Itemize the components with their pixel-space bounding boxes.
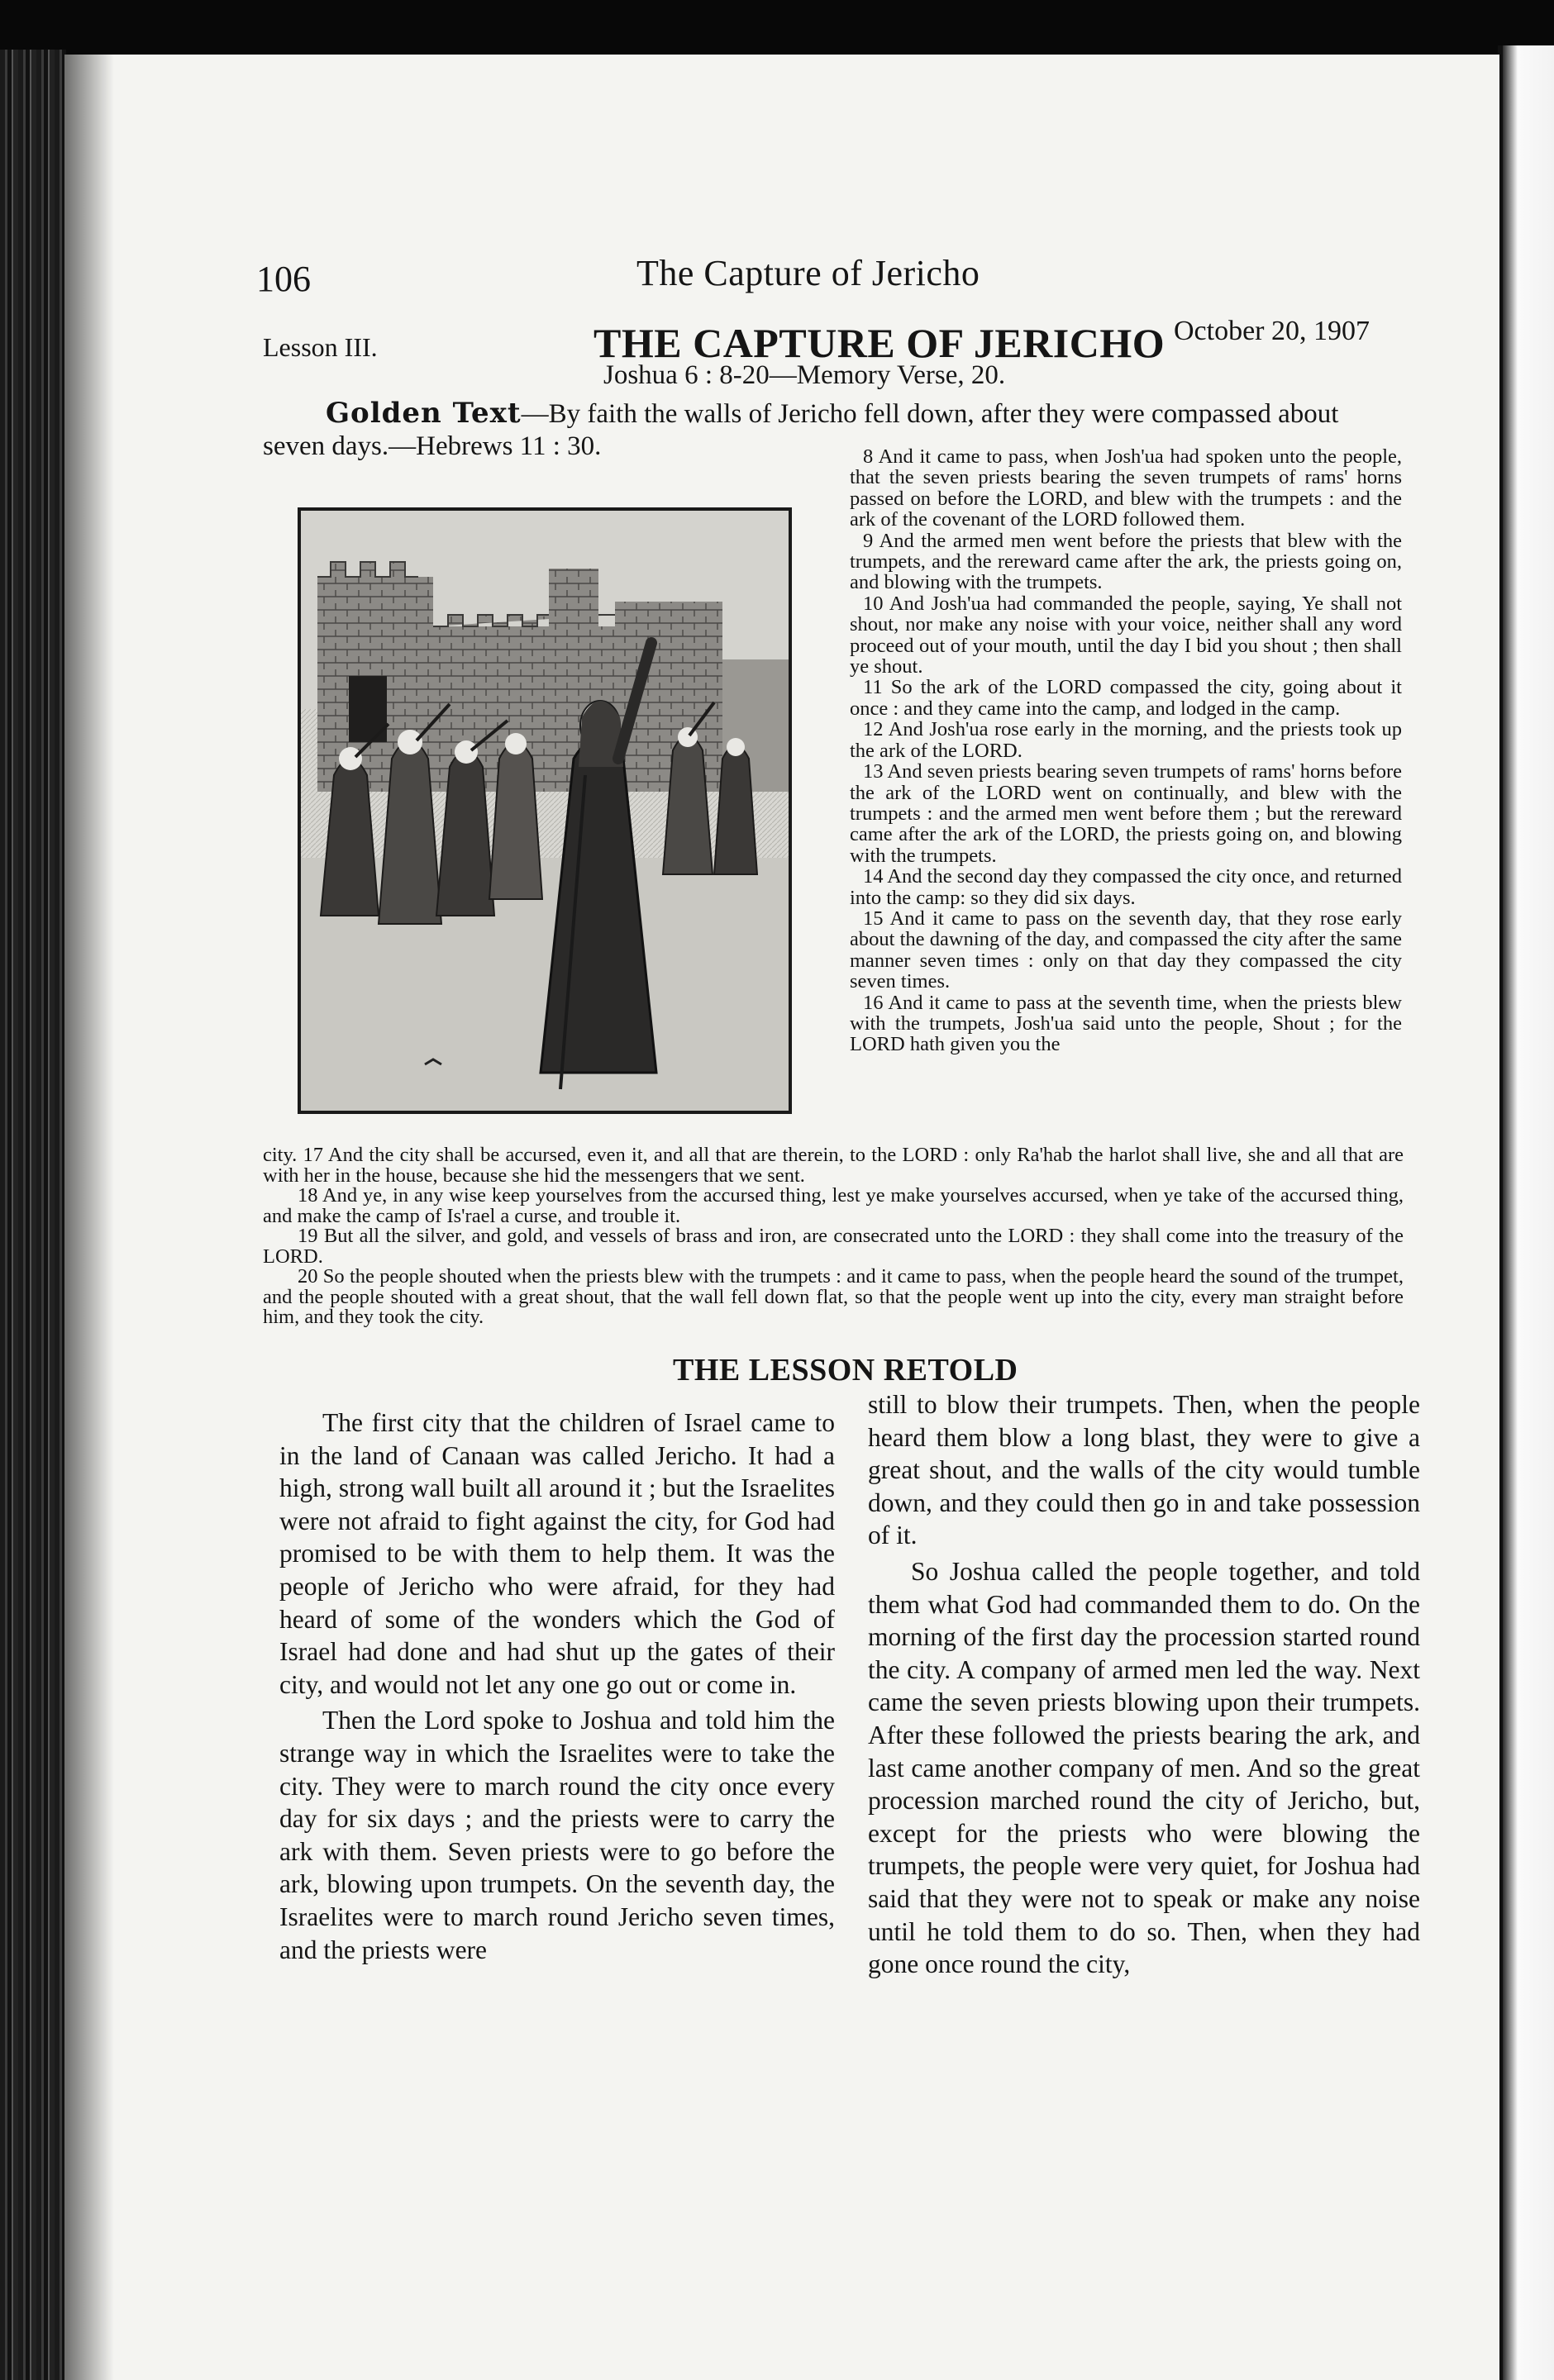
scan-frame-top [0,0,1554,58]
verse-11: 11 So the ark of the LORD compassed the city, going about it once : and they came into the camp, and lodged in the camp. [850,676,1402,720]
retold-paragraph: Then the Lord spoke to Joshua and told him the strange way in which the Israelites were to take the city. They were to march round the city once every day for six days ; and the priests were to carry the ark with them. Seven priests were to go before the ark, blowing upon trumpets. On the seventh day, the Israelites were to march round Jericho seven times, and the priests were [279,1706,835,1964]
lesson-date: October 20, 1907 [1174,316,1370,346]
next-page-edge [1503,45,1554,2380]
running-title: The Capture of Jericho [636,253,980,293]
retold-paragraph: still to blow their trumpets. Then, when the people heard them blow a long blast, they were to give a great shout, and the walls of the city would tumble down, and they could then go in and take possession of it. [868,1390,1420,1550]
illustration-joshua-at-jericho [298,507,792,1114]
engraving-image [301,511,789,1111]
lesson-title: THE CAPTURE OF JERICHO [593,320,1166,366]
page-gutter-shadow [64,55,114,2380]
verse-14: 14 And the second day they compassed the city once, and returned into the camp: so they did six days. [850,865,1402,909]
scripture-reference: Joshua 6 : 8-20—Memory Verse, 20. [603,360,1006,390]
verse-16: 16 And it came to pass at the seventh time, when the priests blew with the trumpets, Josh'ua said unto the people, Shout ; for the LORD hath given you the [850,991,1402,1056]
retold-right-column [868,1388,1420,1984]
verse-18: 18 And ye, in any wise keep yourselves from the accursed thing, lest ye make yourselves accursed, when ye take of the accursed thing, and make the camp of Is'rael a curse, and trouble it. [263,1184,1404,1227]
verse-15: 15 And it came to pass on the seventh day, that they rose early about the dawning of the day, and compassed the city after the same manner seven times : only on that day they compassed the city seven times. [850,907,1402,993]
page-number: 106 [256,259,311,299]
verse-19: 19 But all the silver, and gold, and vessels of brass and iron, are consecrated unto the LORD : they shall come into the treasury of the LORD. [263,1225,1404,1268]
verse-8: 8 And it came to pass, when Josh'ua had spoken unto the people, that the seven priests bearing the seven trumpets of rams' horns passed on before the LORD, and blew with the trumpets : and the ark of the covenant of the LORD followed them. [850,445,1402,531]
golden-text-line-2: seven days.—Hebrews 11 : 30. [263,431,602,461]
retold-left-column [279,1407,835,1969]
golden-text-line-1: —By faith the walls of Jericho fell down, after they were compassed about [521,399,1339,429]
golden-text-label: Golden Text [326,397,522,430]
lesson-retold-heading: THE LESSON RETOLD [673,1353,1018,1388]
scripture-verses-column [850,446,1402,1055]
verse-12: 12 And Josh'ua rose early in the morning, and the priests took up the ark of the LORD. [850,718,1402,762]
verse-17: city. 17 And the city shall be accursed, even it, and all that are therein, to the LORD : only Ra'hab the harlot shall live, she and all that are with her in the house, because she hid the messengers that we sent. [263,1144,1404,1187]
verse-9: 9 And the armed men went before the priests that blew with the trumpets, and the rereward came after the ark, the priests going on, and blowing with the trumpets. [850,529,1402,594]
verse-20: 20 So the people shouted when the priests blew with the trumpets : and it came to pass, when the people heard the sound of the trumpet, and the people shouted with a great shout, that the wall fell down flat, so that the people went up into the city, every man straight before him, and they took the city. [263,1265,1404,1328]
lesson-label: Lesson III. [263,332,378,362]
book-spine [0,50,66,2380]
scripture-verses-full-width [263,1145,1404,1328]
retold-paragraph: So Joshua called the people together, and told them what God had commanded them to do. On the morning of the first day the procession started round the city. A company of armed men led the way. Next came the seven priests blowing upon their trumpets. After these followed the priests bearing the ark, and last came another company of men. And so the great procession marched round the city of Jericho, but, except for the priests who were blowing the trumpets, the people were very quiet, for Joshua had said that they were not to speak or make any noise until he told them to do so. Then, when they had gone once round the city, [868,1556,1420,1979]
golden-text [326,397,1338,430]
verse-10: 10 And Josh'ua had commanded the people, saying, Ye shall not shout, nor make any noise with your voice, neither shall any word proceed out of your mouth, until the day I bid you shout ; then shall ye shout. [850,592,1402,678]
verse-13: 13 And seven priests bearing seven trumpets of rams' horns before the ark of the LORD went on continually, and blew with the trumpets : and the armed men went before them ; but the rereward came after the ark of the LORD, the priests going on, and blowing with the trumpets. [850,760,1402,867]
retold-paragraph: The first city that the children of Israel came to in the land of Canaan was called Jericho. It had a high, strong wall built all around it ; but the Israelites were not afraid to fight against the city, for God had promised to be with them to help them. It was the people of Jericho who were afraid, for they had heard of some of the wonders which the God of Israel had done and had shut up the gates of their city, and would not let any one go out or come in. [279,1408,835,1699]
